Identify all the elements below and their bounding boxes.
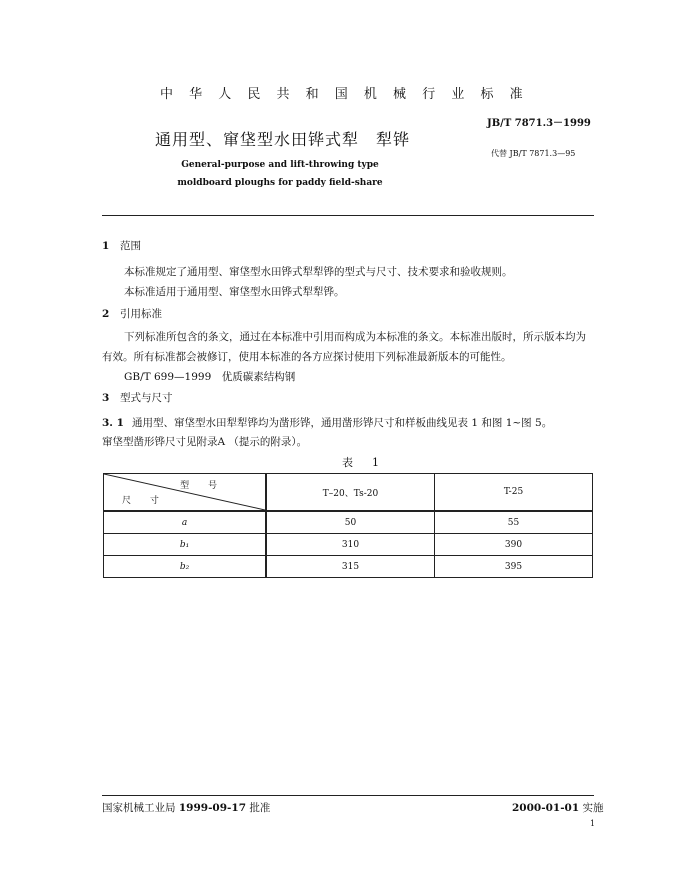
- table-cell: 50: [266, 511, 435, 534]
- clause-3-1-line-2: 窜垡型凿形铧尺寸见附录A （提示的附录）。: [102, 436, 308, 448]
- table-header-row: [104, 474, 593, 512]
- table-corner-cell: [104, 474, 267, 512]
- document-title-cn: 通用型、窜垡型水田铧式犁 犁铧: [155, 130, 411, 149]
- section-2-heading: [102, 306, 162, 321]
- section-2-reference: GB/T 699—1999 优质碳素结构钢: [124, 371, 296, 383]
- section-1-heading: [102, 238, 141, 253]
- section-3-heading: [102, 390, 173, 405]
- implementation-date: 2000-01-01: [512, 802, 580, 814]
- section-1-number: 1: [102, 240, 110, 252]
- issuing-authority: 国家机械工业局: [102, 802, 179, 814]
- footer-divider: [102, 795, 594, 796]
- row-label-b1: b₁: [104, 534, 267, 556]
- table-cell: 55: [435, 511, 593, 534]
- table-cell: 390: [435, 534, 593, 556]
- standard-organization: 中 华 人 民 共 和 国 机 械 行 业 标 准: [160, 87, 529, 102]
- table-cell: 315: [266, 556, 435, 578]
- header-divider: [102, 215, 594, 216]
- clause-3-1-text: 通用型、窜垡型水田犁犁铧均为凿形铧，通用凿形铧尺寸和样板曲线见表 1 和图 1~图 5。: [132, 417, 553, 429]
- table-cell: 310: [266, 534, 435, 556]
- table-caption: 表 1: [342, 456, 383, 469]
- corner-size-label: 尺 寸: [122, 496, 167, 506]
- corner-type-label: 型 号: [180, 481, 225, 491]
- footer-implementation: [512, 800, 604, 815]
- table-row: [104, 534, 593, 556]
- section-1-line-1: 本标准规定了通用型、窜垡型水田铧式犁犁铧的型式与尺寸、技术要求和验收规则。: [124, 266, 513, 278]
- page-number: 1: [590, 819, 596, 828]
- dimension-table: [103, 473, 593, 578]
- row-label-b2: b₂: [104, 556, 267, 578]
- table-row: [104, 511, 593, 534]
- implementation-label: 实施: [579, 802, 604, 814]
- column-header-t20: T–20、Ts-20: [266, 474, 435, 512]
- section-2-number: 2: [102, 308, 110, 320]
- section-2-title: 引用标准: [120, 308, 162, 320]
- table-row: [104, 556, 593, 578]
- footer-approval: [102, 800, 270, 815]
- clause-3-1-number: 3. 1: [102, 417, 124, 429]
- section-1-line-2: 本标准适用于通用型、窜垡型水田铧式犁犁铧。: [124, 286, 345, 298]
- standard-code: JB/T 7871.3－1999: [487, 118, 591, 129]
- section-1-title: 范围: [120, 240, 141, 252]
- approval-label: 批准: [246, 802, 271, 814]
- approval-date: 1999-09-17: [178, 802, 247, 814]
- column-header-t25: T-25: [435, 474, 593, 512]
- section-3-number: 3: [102, 392, 110, 404]
- section-2-paragraph: 下列标准所包含的条文，通过在本标准中引用而构成为本标准的条文。本标准出版时，所示版本均为有效。所有标准都会被修订，使用本标准的各方应探讨使用下列标准最新版本的可能性。: [102, 331, 586, 363]
- replaces-standard: 代替 JB/T 7871.3—95: [491, 149, 576, 158]
- table-cell: 395: [435, 556, 593, 578]
- row-label-a: a: [104, 511, 267, 534]
- document-title-en: General-purpose and lift-throwing type moldboard ploughs for paddy field-share: [177, 160, 383, 188]
- clause-3-1-line-1: [102, 415, 552, 430]
- section-3-title: 型式与尺寸: [120, 392, 173, 404]
